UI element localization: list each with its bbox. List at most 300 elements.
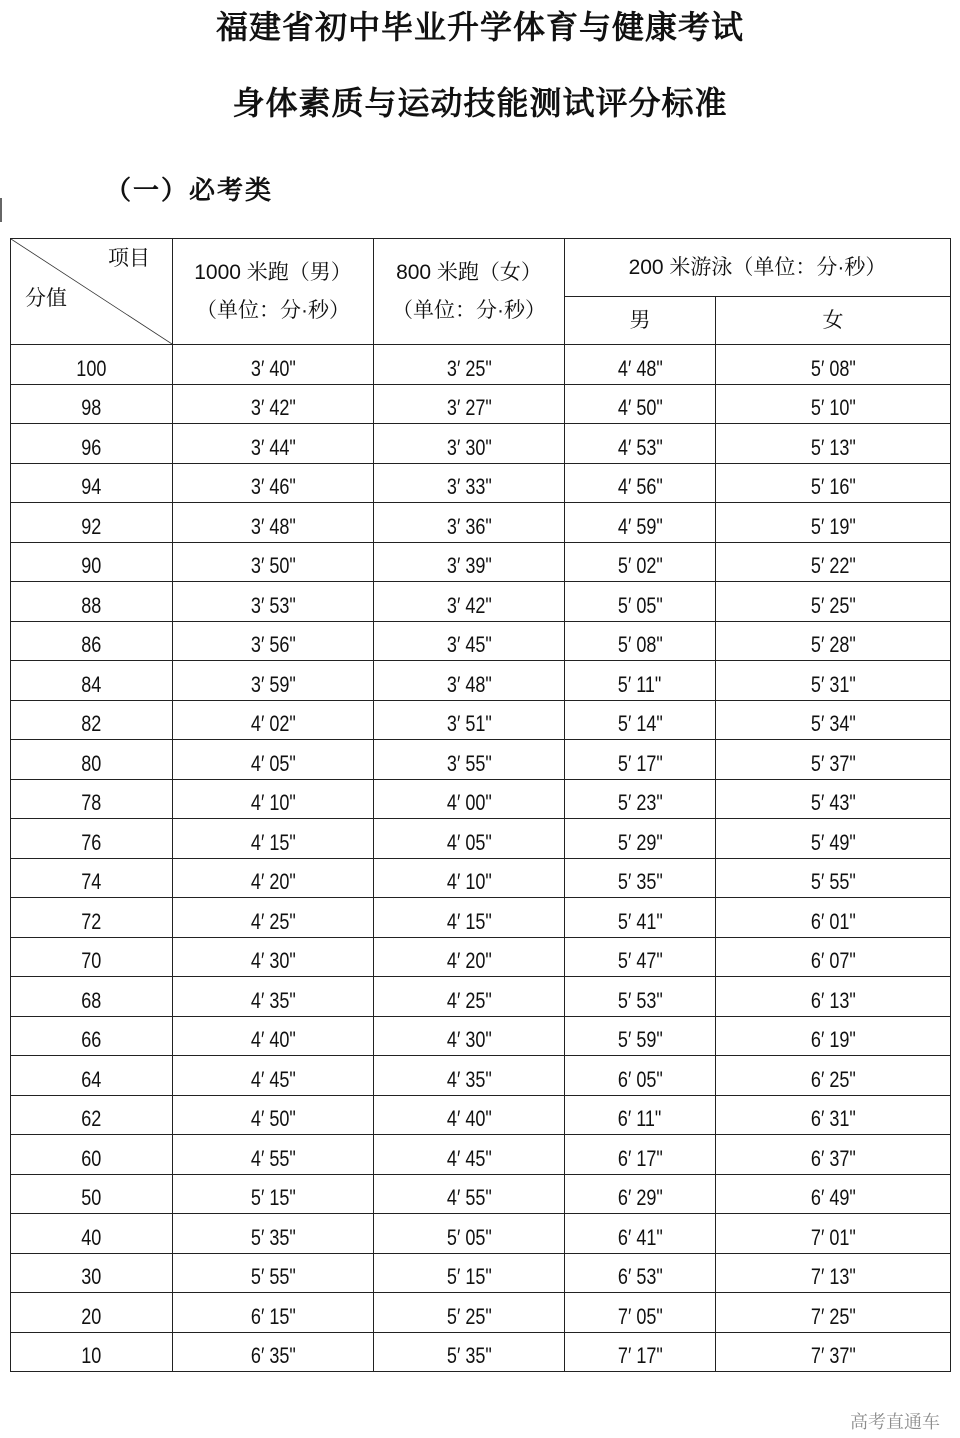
swim-200m-female-cell [716,1095,951,1135]
swim-200m-female-value: 7′ 13" [810,1264,856,1289]
table-row [11,700,951,740]
swim-200m-male-value: 5′ 05" [617,592,663,618]
run-1000m-male-value: 3′ 48" [250,513,296,539]
run-1000m-male-cell [173,977,374,1017]
run-800m-female-value: 4′ 55" [446,1185,492,1210]
run-1000m-male-cell [173,661,374,701]
swim-200m-female-value: 5′ 25" [810,592,856,618]
run-800m-female-value: 5′ 35" [446,1343,492,1368]
swim-200m-male-cell [565,463,716,503]
table-row [11,621,951,661]
swim-200m-male-cell [565,1253,716,1293]
score-cell [11,463,173,503]
score-cell [11,1253,173,1293]
swim-200m-male-cell [565,1056,716,1096]
run-1000m-male-cell [173,1135,374,1175]
table-row [11,1332,951,1372]
score-cell [11,384,173,424]
run-1000m-male-value: 5′ 35" [250,1224,296,1250]
run-800m-female-value: 3′ 45" [446,632,492,657]
run-1000m-male-value: 4′ 10" [250,790,296,815]
swim-200m-male-value: 4′ 59" [617,513,663,539]
swim-200m-female-value: 6′ 49" [810,1185,856,1210]
score-value: 70 [81,948,102,973]
score-value: 62 [81,1106,102,1131]
swim-200m-female-cell [716,819,951,859]
swim-200m-male-cell [565,1214,716,1254]
run-800m-female-value: 3′ 48" [446,671,492,697]
swim-200m-male-cell [565,621,716,661]
run-800m-female-value: 5′ 25" [446,1303,492,1329]
run-800m-female-cell [374,463,565,503]
run-1000m-male-value: 6′ 35" [250,1343,296,1368]
swim-200m-male-value: 5′ 53" [617,987,663,1013]
score-cell [11,1174,173,1214]
score-cell [11,779,173,819]
run-1000m-male-cell [173,621,374,661]
run-800m-female-value: 3′ 55" [446,750,492,776]
corner-label-score: 分值 [25,287,67,310]
score-cell [11,819,173,859]
swim-200m-female-cell [716,898,951,938]
run-800m-female-cell [374,542,565,582]
swim-200m-male-cell [565,898,716,938]
swim-200m-female-cell [716,384,951,424]
swim-200m-female-value: 6′ 37" [810,1145,856,1171]
margin-mark [0,198,2,222]
swim-200m-male-cell [565,384,716,424]
header-1000m-unit: （单位：分·秒） [196,298,350,322]
run-1000m-male-cell [173,345,374,385]
table-row [11,898,951,938]
score-cell [11,1135,173,1175]
run-1000m-male-cell [173,1332,374,1372]
run-1000m-male-value: 3′ 46" [250,474,296,499]
run-800m-female-cell [374,1016,565,1056]
run-800m-female-cell [374,384,565,424]
run-800m-female-cell [374,819,565,859]
score-value: 20 [81,1303,102,1329]
swim-200m-male-cell [565,582,716,622]
score-cell [11,1293,173,1333]
swim-200m-female-cell [716,1332,951,1372]
score-cell [11,661,173,701]
swim-200m-female-value: 5′ 13" [810,434,856,460]
run-1000m-male-cell [173,1174,374,1214]
score-value: 30 [81,1264,102,1289]
run-800m-female-value: 5′ 15" [446,1264,492,1289]
score-value: 72 [81,908,102,934]
run-800m-female-value: 4′ 00" [446,790,492,815]
swim-200m-male-value: 4′ 53" [617,434,663,460]
score-value: 66 [81,1027,102,1052]
swim-200m-male-cell [565,503,716,543]
swim-200m-male-cell [565,819,716,859]
swim-200m-female-value: 7′ 37" [810,1343,856,1368]
run-800m-female-value: 4′ 05" [446,829,492,855]
score-value: 50 [81,1185,102,1210]
swim-200m-female-cell [716,1293,951,1333]
score-value: 82 [81,711,102,736]
swim-200m-male-cell [565,1332,716,1372]
run-1000m-male-value: 3′ 40" [250,355,296,381]
score-value: 96 [81,434,102,460]
run-800m-female-value: 3′ 42" [446,592,492,618]
swim-200m-female-value: 5′ 19" [810,513,856,539]
table-row [11,819,951,859]
run-800m-female-value: 4′ 15" [446,908,492,934]
run-800m-female-value: 4′ 30" [446,1027,492,1052]
run-800m-female-cell [374,1174,565,1214]
swim-200m-male-cell [565,1016,716,1056]
run-800m-female-cell [374,582,565,622]
header-swim-female: 女 [716,297,951,345]
swim-200m-male-value: 6′ 29" [617,1185,663,1210]
score-value: 64 [81,1066,102,1092]
run-1000m-male-cell [173,779,374,819]
swim-200m-female-value: 5′ 31" [810,671,856,697]
table-row [11,1293,951,1333]
swim-200m-male-value: 6′ 17" [617,1145,663,1171]
swim-200m-female-value: 6′ 25" [810,1066,856,1092]
scoring-table [10,238,951,1372]
table-row [11,345,951,385]
score-cell [11,345,173,385]
swim-200m-female-value: 5′ 49" [810,829,856,855]
run-800m-female-value: 3′ 51" [446,711,492,736]
run-1000m-male-value: 4′ 35" [250,987,296,1013]
score-cell [11,937,173,977]
run-1000m-male-cell [173,1214,374,1254]
swim-200m-male-value: 5′ 23" [617,790,663,815]
swim-200m-male-value: 5′ 35" [617,869,663,894]
score-cell [11,424,173,464]
table-row [11,858,951,898]
run-800m-female-value: 4′ 25" [446,987,492,1013]
score-cell [11,898,173,938]
swim-200m-female-value: 6′ 01" [810,908,856,934]
swim-200m-female-cell [716,937,951,977]
run-800m-female-value: 3′ 39" [446,553,492,578]
swim-200m-male-value: 5′ 02" [617,553,663,578]
run-1000m-male-cell [173,858,374,898]
score-cell [11,700,173,740]
run-800m-female-value: 4′ 45" [446,1145,492,1171]
swim-200m-male-value: 4′ 56" [617,474,663,499]
run-800m-female-cell [374,898,565,938]
run-1000m-male-cell [173,700,374,740]
corner-header-cell [11,239,173,345]
header-1000m-title: 1000 米跑（男） [194,260,352,284]
swim-200m-male-cell [565,661,716,701]
run-800m-female-cell [374,1095,565,1135]
run-800m-female-value: 3′ 27" [446,395,492,420]
swim-200m-female-value: 5′ 43" [810,790,856,815]
swim-200m-female-value: 5′ 34" [810,711,856,736]
score-cell [11,542,173,582]
swim-200m-female-value: 5′ 28" [810,632,856,657]
run-800m-female-cell [374,345,565,385]
section-heading: （一）必考类 [105,176,274,206]
swim-200m-female-value: 6′ 31" [810,1106,856,1131]
run-800m-female-cell [374,977,565,1017]
swim-200m-female-value: 6′ 19" [810,1027,856,1052]
run-1000m-male-value: 4′ 50" [250,1106,296,1131]
run-800m-female-cell [374,661,565,701]
swim-200m-female-value: 5′ 16" [810,474,856,499]
swim-200m-male-cell [565,542,716,582]
watermark: 高考直通车 [850,1412,940,1433]
run-800m-female-cell [374,1293,565,1333]
score-cell [11,503,173,543]
run-1000m-male-value: 3′ 59" [250,671,296,697]
document-title: 福建省初中毕业升学体育与健康考试 [215,8,744,46]
run-1000m-male-cell [173,1253,374,1293]
swim-200m-male-cell [565,977,716,1017]
table-row [11,1056,951,1096]
swim-200m-female-value: 7′ 01" [810,1224,856,1250]
swim-200m-male-value: 6′ 11" [618,1106,662,1131]
score-value: 80 [81,750,102,776]
swim-200m-male-cell [565,700,716,740]
score-cell [11,977,173,1017]
run-1000m-male-cell [173,937,374,977]
swim-200m-male-value: 5′ 08" [617,632,663,657]
swim-200m-female-cell [716,779,951,819]
run-1000m-male-value: 6′ 15" [250,1303,296,1329]
swim-200m-female-cell [716,582,951,622]
run-1000m-male-cell [173,1293,374,1333]
run-800m-female-cell [374,858,565,898]
header-800m-title: 800 米跑（女） [396,260,542,284]
swim-200m-female-cell [716,977,951,1017]
table-row [11,582,951,622]
table-row [11,1095,951,1135]
table-row [11,937,951,977]
run-800m-female-cell [374,937,565,977]
run-1000m-male-cell [173,1016,374,1056]
table-row [11,1253,951,1293]
table-row [11,1135,951,1175]
table-row [11,542,951,582]
swim-200m-female-cell [716,424,951,464]
document-subtitle: 身体素质与运动技能测试评分标准 [232,84,728,122]
swim-200m-male-value: 6′ 41" [617,1224,663,1250]
run-1000m-male-value: 4′ 30" [250,948,296,973]
swim-200m-male-value: 5′ 29" [617,829,663,855]
run-1000m-male-cell [173,384,374,424]
run-800m-female-value: 4′ 40" [446,1106,492,1131]
swim-200m-female-value: 5′ 22" [810,553,856,578]
swim-200m-female-cell [716,1174,951,1214]
score-value: 88 [81,592,102,618]
run-1000m-male-value: 3′ 50" [250,553,296,578]
run-800m-female-cell [374,621,565,661]
score-value: 98 [81,395,102,420]
run-1000m-male-cell [173,740,374,780]
swim-200m-female-cell [716,621,951,661]
swim-200m-male-cell [565,1095,716,1135]
corner-label-item: 项目 [108,247,150,270]
run-800m-female-cell [374,1332,565,1372]
run-1000m-male-value: 4′ 40" [250,1027,296,1052]
header-swim-male: 男 [565,297,716,345]
header-1000m [173,239,374,345]
score-cell [11,740,173,780]
score-cell [11,1095,173,1135]
score-cell [11,858,173,898]
score-cell [11,1332,173,1372]
swim-200m-male-value: 6′ 05" [617,1066,663,1092]
table-row [11,977,951,1017]
swim-200m-male-cell [565,345,716,385]
swim-200m-male-value: 5′ 11" [618,671,662,697]
run-1000m-male-cell [173,463,374,503]
run-1000m-male-cell [173,424,374,464]
swim-200m-female-value: 5′ 10" [810,395,856,420]
score-value: 78 [81,790,102,815]
run-1000m-male-cell [173,1095,374,1135]
swim-200m-male-cell [565,740,716,780]
run-1000m-male-value: 5′ 15" [250,1185,296,1210]
swim-200m-female-value: 6′ 13" [810,987,856,1013]
swim-200m-male-value: 7′ 05" [617,1303,663,1329]
table-row [11,779,951,819]
swim-200m-male-cell [565,424,716,464]
swim-200m-male-cell [565,1174,716,1214]
score-value: 86 [81,632,102,657]
run-1000m-male-value: 3′ 42" [250,395,296,420]
run-800m-female-value: 3′ 25" [446,355,492,381]
score-value: 68 [81,987,102,1013]
score-cell [11,1056,173,1096]
run-800m-female-value: 4′ 35" [446,1066,492,1092]
score-value: 74 [81,869,102,894]
score-value: 94 [81,474,102,499]
score-value: 90 [81,553,102,578]
run-800m-female-cell [374,1214,565,1254]
swim-200m-male-cell [565,779,716,819]
swim-200m-male-value: 5′ 14" [617,711,663,736]
table-row [11,661,951,701]
score-cell [11,621,173,661]
swim-200m-male-value: 5′ 59" [617,1027,663,1052]
run-1000m-male-cell [173,503,374,543]
run-800m-female-cell [374,779,565,819]
table-row [11,424,951,464]
run-800m-female-cell [374,700,565,740]
score-value: 40 [81,1224,102,1250]
table-row [11,503,951,543]
run-1000m-male-cell [173,1056,374,1096]
run-1000m-male-value: 4′ 15" [250,829,296,855]
swim-200m-female-value: 5′ 37" [810,750,856,776]
swim-200m-male-cell [565,858,716,898]
table-row [11,384,951,424]
score-value: 100 [76,355,107,381]
swim-200m-female-cell [716,740,951,780]
run-1000m-male-value: 4′ 20" [250,869,296,894]
swim-200m-male-value: 6′ 53" [617,1264,663,1289]
table-body [11,345,951,1372]
run-800m-female-cell [374,1253,565,1293]
swim-200m-female-cell [716,700,951,740]
run-1000m-male-value: 4′ 25" [250,908,296,934]
run-1000m-male-value: 4′ 05" [250,750,296,776]
run-800m-female-cell [374,1135,565,1175]
score-value: 84 [81,671,102,697]
swim-200m-female-cell [716,1016,951,1056]
swim-200m-male-value: 4′ 48" [617,355,663,381]
swim-200m-female-value: 7′ 25" [810,1303,856,1329]
score-value: 92 [81,513,102,539]
run-1000m-male-value: 4′ 55" [250,1145,296,1171]
score-cell [11,1016,173,1056]
header-swim: 200 米游泳（单位：分·秒） [565,239,951,297]
swim-200m-female-value: 5′ 08" [810,355,856,381]
table-row [11,1016,951,1056]
table-row [11,1174,951,1214]
table-row [11,1214,951,1254]
run-800m-female-value: 3′ 36" [446,513,492,539]
swim-200m-male-value: 7′ 17" [617,1343,663,1368]
header-800m [374,239,565,345]
swim-200m-male-value: 5′ 17" [617,750,663,776]
swim-200m-female-cell [716,1214,951,1254]
swim-200m-female-cell [716,1253,951,1293]
run-1000m-male-value: 3′ 56" [250,632,296,657]
run-800m-female-value: 3′ 33" [446,474,492,499]
swim-200m-female-value: 6′ 07" [810,948,856,973]
run-1000m-male-value: 3′ 44" [250,434,296,460]
swim-200m-female-value: 5′ 55" [810,869,856,894]
swim-200m-female-cell [716,1056,951,1096]
run-800m-female-value: 5′ 05" [446,1224,492,1250]
score-value: 10 [81,1343,102,1368]
table-row [11,740,951,780]
swim-200m-female-cell [716,463,951,503]
run-1000m-male-value: 3′ 53" [250,592,296,618]
run-800m-female-value: 3′ 30" [446,434,492,460]
run-1000m-male-cell [173,542,374,582]
swim-200m-male-value: 5′ 41" [617,908,663,934]
run-1000m-male-value: 4′ 45" [250,1066,296,1092]
score-cell [11,582,173,622]
swim-200m-female-cell [716,542,951,582]
run-1000m-male-cell [173,582,374,622]
score-cell [11,1214,173,1254]
run-1000m-male-cell [173,898,374,938]
swim-200m-female-cell [716,1135,951,1175]
run-1000m-male-value: 4′ 02" [250,711,296,736]
run-800m-female-cell [374,740,565,780]
swim-200m-male-cell [565,1293,716,1333]
score-value: 76 [81,829,102,855]
swim-200m-female-cell [716,661,951,701]
header-800m-unit: （单位：分·秒） [392,298,546,322]
swim-200m-male-cell [565,937,716,977]
swim-200m-male-value: 5′ 47" [617,948,663,973]
swim-200m-male-cell [565,1135,716,1175]
table-row [11,463,951,503]
run-800m-female-cell [374,1056,565,1096]
run-800m-female-value: 4′ 10" [446,869,492,894]
swim-200m-male-value: 4′ 50" [617,395,663,420]
run-800m-female-value: 4′ 20" [446,948,492,973]
run-1000m-male-cell [173,819,374,859]
run-800m-female-cell [374,503,565,543]
run-1000m-male-value: 5′ 55" [250,1264,296,1289]
